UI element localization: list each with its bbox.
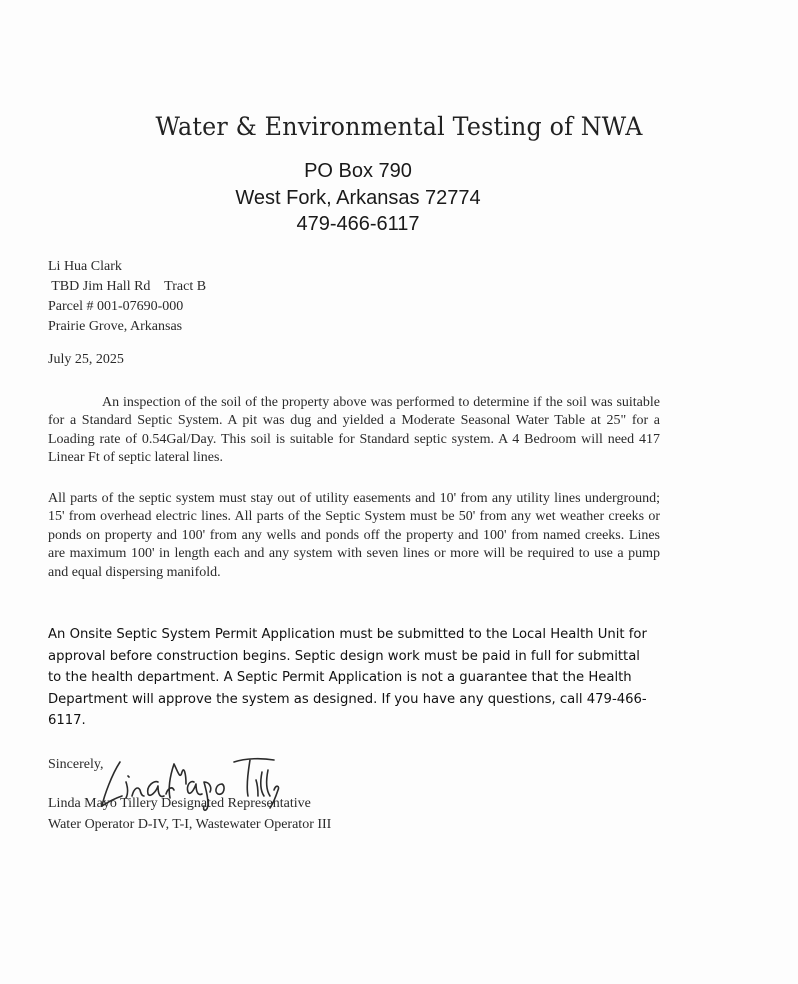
permit-notice: An Onsite Septic System Permit Application must be submitted to the Local Health Unit for approval before construction begins. Septic design work must be paid in full for submittal to the health department. A Septic Permit Application is not a guarantee that the Health Department will approve the system as designed. If you have any questions, call 479-466-6117. (48, 627, 647, 728)
recipient-name: Li Hua Clark (48, 259, 122, 274)
closing-salutation: Sincerely, (48, 757, 104, 772)
recipient-block (48, 257, 206, 337)
letter-date: July 25, 2025 (48, 352, 124, 367)
company-name: Water & Environmental Testing of NWA (155, 112, 643, 141)
setback-paragraph: All parts of the septic system must stay out of utility easements and 10' from any utility lines underground; 15' from overhead electric lines. All parts of the Septic System must be 50' from any wet weather creeks or ponds on property and 100' from any wells and ponds off the property and 100' from named creeks. Lines are maximum 100' in length each and any system with seven lines or more will be required to use a pump and equal dispersing manifold. (48, 491, 660, 580)
signer-credentials: Water Operator D-IV, T-I, Wastewater Operator III (48, 817, 332, 832)
property-address: TBD Jim Hall Rd Tract B (48, 279, 207, 294)
parcel-number: Parcel # 001-07690-000 (48, 299, 184, 314)
inspection-paragraph: An inspection of the soil of the property above was performed to determine if the soil was suitable for a Standard Septic System. A pit was dug and yielded a Moderate Seasonal Water Table at 25" for a Loading rate of 0.54Gal/Day. This soil is suitable for Standard septic system. A 4 Bedroom will need 417 Linear Ft of septic lateral lines. (48, 395, 660, 466)
city-state-zip: West Fork, Arkansas 72774 (235, 187, 481, 209)
recipient-city: Prairie Grove, Arkansas (48, 319, 183, 334)
phone-number: 479-466-6117 (296, 213, 420, 235)
po-box: PO Box 790 (304, 160, 412, 182)
signer-name-title: Linda Mayo Tillery Designated Representative (48, 796, 311, 811)
